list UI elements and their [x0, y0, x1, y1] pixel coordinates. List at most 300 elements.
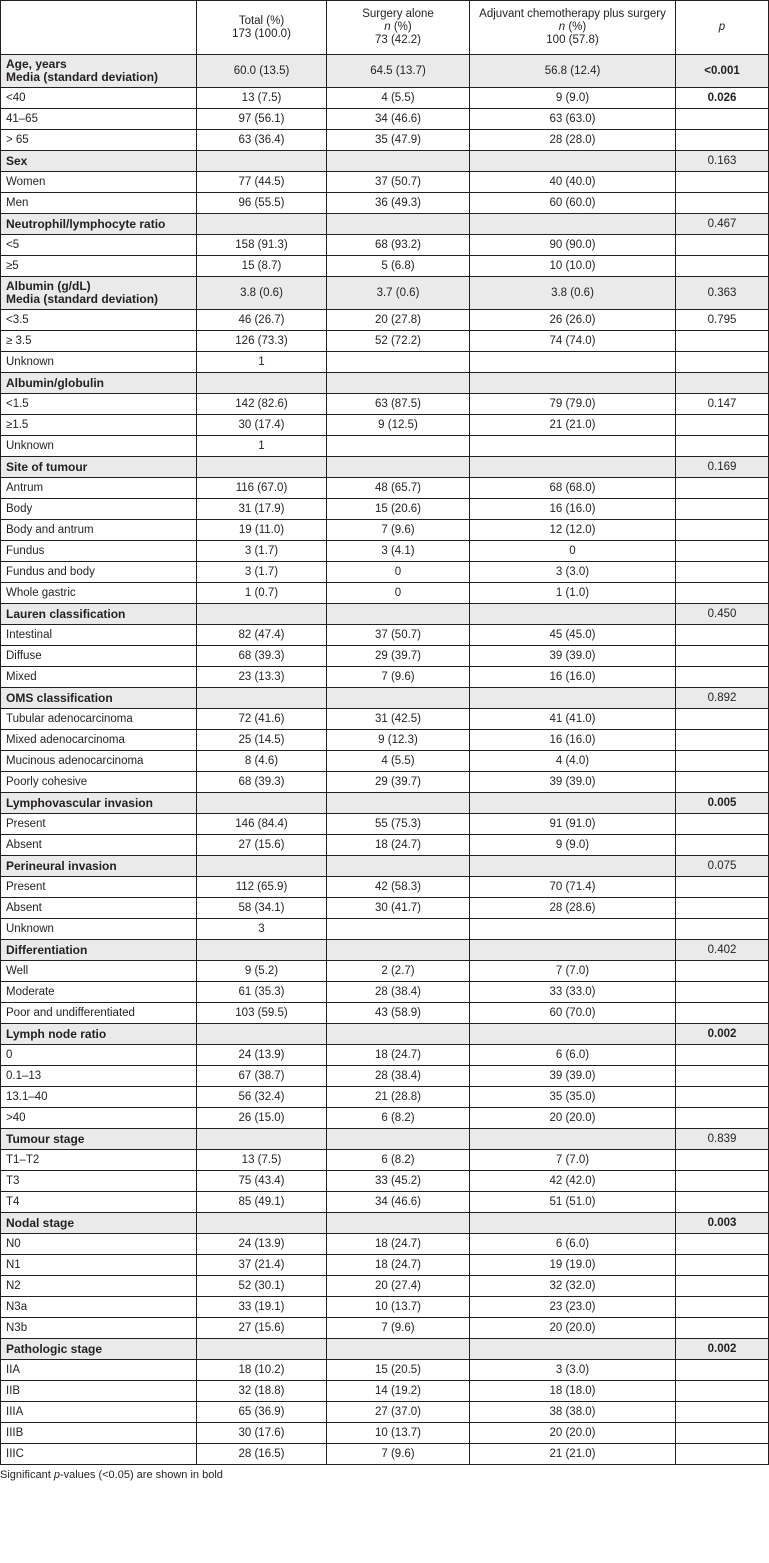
- cell-adjuvant: 70 (71.4): [470, 877, 676, 898]
- cell-adjuvant: 4 (4.0): [470, 751, 676, 772]
- cell-adjuvant: 16 (16.0): [470, 730, 676, 751]
- cell-surgery: [327, 940, 470, 961]
- cell-total: 85 (49.1): [197, 1192, 327, 1213]
- cell-adjuvant: 63 (63.0): [470, 109, 676, 130]
- table-row: [1, 436, 769, 457]
- cell-p-value: [676, 1297, 769, 1318]
- cell-surgery: 29 (39.7): [327, 646, 470, 667]
- cell-p-value: [676, 898, 769, 919]
- cell-p-value: [676, 130, 769, 151]
- cell-adjuvant: 33 (33.0): [470, 982, 676, 1003]
- cell-p-value: [676, 751, 769, 772]
- section-row: [1, 940, 769, 961]
- cell-adjuvant: 1 (1.0): [470, 583, 676, 604]
- cell-total: 33 (19.1): [197, 1297, 327, 1318]
- cell-surgery: 29 (39.7): [327, 772, 470, 793]
- cell-p-value: [676, 520, 769, 541]
- cell-p-value: [676, 1003, 769, 1024]
- section-row: [1, 688, 769, 709]
- section-row: [1, 373, 769, 394]
- section-title: Albumin/globulin: [6, 375, 104, 390]
- cell-adjuvant: 19 (19.0): [470, 1255, 676, 1276]
- cell-adjuvant: 79 (79.0): [470, 394, 676, 415]
- table-row: [1, 193, 769, 214]
- row-label: <3.5: [1, 310, 197, 331]
- cell-adjuvant: [470, 1024, 676, 1045]
- cell-surgery: 3 (4.1): [327, 541, 470, 562]
- cell-surgery: 0: [327, 583, 470, 604]
- cell-surgery: [327, 1129, 470, 1150]
- cell-adjuvant: 35 (35.0): [470, 1087, 676, 1108]
- section-title: Sex: [6, 153, 28, 168]
- table-row: [1, 583, 769, 604]
- table-row: [1, 898, 769, 919]
- table-row: [1, 88, 769, 109]
- cell-adjuvant: 20 (20.0): [470, 1318, 676, 1339]
- cell-total: 46 (26.7): [197, 310, 327, 331]
- section-title: Albumin (g/dL): [6, 279, 91, 293]
- cell-adjuvant: [470, 793, 676, 814]
- section-row: [1, 1024, 769, 1045]
- section-subtitle: Media (standard deviation): [6, 70, 159, 84]
- table-footnote: Significant p-values (<0.05) are shown in bold: [0, 1469, 223, 1481]
- cell-surgery: 7 (9.6): [327, 1444, 470, 1465]
- table-row: [1, 478, 769, 499]
- section-row: [1, 1129, 769, 1150]
- cell-surgery: 5 (6.8): [327, 256, 470, 277]
- cell-surgery: [327, 373, 470, 394]
- cell-total: 13 (7.5): [197, 88, 327, 109]
- cell-p-value: [676, 1360, 769, 1381]
- table-row: [1, 751, 769, 772]
- row-label: Women: [1, 172, 197, 193]
- cell-total: 72 (41.6): [197, 709, 327, 730]
- cell-p-value: 0.026: [676, 88, 769, 109]
- section-row: [1, 856, 769, 877]
- cell-adjuvant: [470, 604, 676, 625]
- cell-total: 15 (8.7): [197, 256, 327, 277]
- section-label: [1, 457, 197, 478]
- table-row: [1, 709, 769, 730]
- cell-adjuvant: 51 (51.0): [470, 1192, 676, 1213]
- cell-p-value: 0.450: [676, 604, 769, 625]
- cell-total: 18 (10.2): [197, 1360, 327, 1381]
- row-label: 0: [1, 1045, 197, 1066]
- cell-surgery: 10 (13.7): [327, 1423, 470, 1444]
- cell-adjuvant: 7 (7.0): [470, 961, 676, 982]
- cell-total: 68 (39.3): [197, 772, 327, 793]
- cell-p-value: 0.467: [676, 214, 769, 235]
- cell-total: [197, 1129, 327, 1150]
- cell-adjuvant: 28 (28.0): [470, 130, 676, 151]
- cell-total: 61 (35.3): [197, 982, 327, 1003]
- cell-adjuvant: 28 (28.6): [470, 898, 676, 919]
- cell-adjuvant: 3 (3.0): [470, 1360, 676, 1381]
- cell-p-value: [676, 256, 769, 277]
- row-label: N3a: [1, 1297, 197, 1318]
- cell-p-value: [676, 835, 769, 856]
- cell-p-value: [676, 1171, 769, 1192]
- cell-p-value: [676, 982, 769, 1003]
- section-title: Age, years: [6, 57, 67, 71]
- cell-total: [197, 793, 327, 814]
- row-label: Present: [1, 814, 197, 835]
- cell-adjuvant: 39 (39.0): [470, 772, 676, 793]
- section-row: [1, 1213, 769, 1234]
- row-label: Well: [1, 961, 197, 982]
- cell-total: 27 (15.6): [197, 1318, 327, 1339]
- row-label: Tubular adenocarcinoma: [1, 709, 197, 730]
- cell-surgery: 7 (9.6): [327, 667, 470, 688]
- cell-adjuvant: [470, 856, 676, 877]
- table-row: [1, 415, 769, 436]
- row-label: IIIA: [1, 1402, 197, 1423]
- cell-p-value: 0.005: [676, 793, 769, 814]
- row-label: Moderate: [1, 982, 197, 1003]
- cell-p-value: [676, 478, 769, 499]
- cell-total: [197, 214, 327, 235]
- table-row: [1, 520, 769, 541]
- cell-adjuvant: 56.8 (12.4): [470, 55, 676, 88]
- cell-total: 26 (15.0): [197, 1108, 327, 1129]
- table-row: [1, 394, 769, 415]
- row-label: Poorly cohesive: [1, 772, 197, 793]
- cell-surgery: 21 (28.8): [327, 1087, 470, 1108]
- cell-total: 65 (36.9): [197, 1402, 327, 1423]
- table-row: [1, 1255, 769, 1276]
- cell-surgery: [327, 919, 470, 940]
- cell-total: [197, 151, 327, 172]
- cell-total: 28 (16.5): [197, 1444, 327, 1465]
- section-label: [1, 688, 197, 709]
- cell-p-value: [676, 499, 769, 520]
- cell-surgery: 35 (47.9): [327, 130, 470, 151]
- cell-p-value: 0.002: [676, 1024, 769, 1045]
- table-row: [1, 625, 769, 646]
- section-label: [1, 1024, 197, 1045]
- cell-adjuvant: 74 (74.0): [470, 331, 676, 352]
- cell-adjuvant: [470, 352, 676, 373]
- cell-surgery: 68 (93.2): [327, 235, 470, 256]
- cell-p-value: [676, 373, 769, 394]
- cell-p-value: [676, 1318, 769, 1339]
- cell-adjuvant: 21 (21.0): [470, 1444, 676, 1465]
- cell-adjuvant: 9 (9.0): [470, 88, 676, 109]
- table-row: [1, 310, 769, 331]
- row-label: Mixed adenocarcinoma: [1, 730, 197, 751]
- cell-total: 25 (14.5): [197, 730, 327, 751]
- row-label: 0.1–13: [1, 1066, 197, 1087]
- section-title: Lymphovascular invasion: [6, 795, 153, 810]
- cell-adjuvant: 26 (26.0): [470, 310, 676, 331]
- section-label: [1, 1129, 197, 1150]
- table-row: [1, 1444, 769, 1465]
- table-row: [1, 877, 769, 898]
- section-title: Perineural invasion: [6, 858, 117, 873]
- row-label: Unknown: [1, 919, 197, 940]
- table-row: [1, 919, 769, 940]
- table-row: [1, 646, 769, 667]
- table-row: [1, 1150, 769, 1171]
- table-row: [1, 499, 769, 520]
- section-label: [1, 1213, 197, 1234]
- cell-adjuvant: 68 (68.0): [470, 478, 676, 499]
- cell-surgery: 52 (72.2): [327, 331, 470, 352]
- section-row: [1, 55, 769, 88]
- cell-p-value: 0.163: [676, 151, 769, 172]
- cell-total: 24 (13.9): [197, 1045, 327, 1066]
- header-adjuvant: Adjuvant chemotherapy plus surgery n (%) 100 (57.8): [470, 1, 676, 55]
- cell-total: 112 (65.9): [197, 877, 327, 898]
- cell-total: 24 (13.9): [197, 1234, 327, 1255]
- cell-p-value: [676, 1045, 769, 1066]
- table-row: [1, 1423, 769, 1444]
- row-label: ≥1.5: [1, 415, 197, 436]
- cell-surgery: [327, 457, 470, 478]
- cell-surgery: [327, 1339, 470, 1360]
- cell-total: [197, 940, 327, 961]
- header-surgery-alone: Surgery alone n (%) 73 (42.2): [327, 1, 470, 55]
- cell-surgery: 20 (27.8): [327, 310, 470, 331]
- cell-surgery: 63 (87.5): [327, 394, 470, 415]
- cell-p-value: [676, 1276, 769, 1297]
- table-row: [1, 961, 769, 982]
- cell-adjuvant: 39 (39.0): [470, 1066, 676, 1087]
- cell-p-value: [676, 646, 769, 667]
- cell-surgery: 55 (75.3): [327, 814, 470, 835]
- cell-p-value: [676, 814, 769, 835]
- cell-surgery: 64.5 (13.7): [327, 55, 470, 88]
- cell-total: 3 (1.7): [197, 562, 327, 583]
- section-row: [1, 604, 769, 625]
- cell-p-value: 0.169: [676, 457, 769, 478]
- cell-p-value: [676, 1087, 769, 1108]
- cell-surgery: [327, 151, 470, 172]
- section-label: [1, 214, 197, 235]
- cell-surgery: 28 (38.4): [327, 982, 470, 1003]
- section-row: [1, 1339, 769, 1360]
- cell-adjuvant: 12 (12.0): [470, 520, 676, 541]
- row-label: 41–65: [1, 109, 197, 130]
- table-row: [1, 1192, 769, 1213]
- cell-total: 30 (17.4): [197, 415, 327, 436]
- section-label: [1, 373, 197, 394]
- cell-total: 1 (0.7): [197, 583, 327, 604]
- cell-adjuvant: 38 (38.0): [470, 1402, 676, 1423]
- cell-p-value: 0.795: [676, 310, 769, 331]
- cell-total: 158 (91.3): [197, 235, 327, 256]
- row-label: IIB: [1, 1381, 197, 1402]
- cell-total: 1: [197, 352, 327, 373]
- cell-p-value: [676, 1444, 769, 1465]
- cell-surgery: 18 (24.7): [327, 1045, 470, 1066]
- cell-total: 68 (39.3): [197, 646, 327, 667]
- cell-total: 75 (43.4): [197, 1171, 327, 1192]
- cell-surgery: 4 (5.5): [327, 88, 470, 109]
- section-title: Lymph node ratio: [6, 1026, 107, 1041]
- cell-adjuvant: 60 (60.0): [470, 193, 676, 214]
- cell-p-value: 0.147: [676, 394, 769, 415]
- table-row: [1, 1087, 769, 1108]
- cell-adjuvant: 6 (6.0): [470, 1045, 676, 1066]
- cell-p-value: [676, 772, 769, 793]
- cell-p-value: <0.001: [676, 55, 769, 88]
- cell-adjuvant: 16 (16.0): [470, 499, 676, 520]
- cell-adjuvant: [470, 919, 676, 940]
- table-row: [1, 235, 769, 256]
- row-label: <5: [1, 235, 197, 256]
- cell-total: 37 (21.4): [197, 1255, 327, 1276]
- table-row: [1, 730, 769, 751]
- cell-adjuvant: 0: [470, 541, 676, 562]
- cell-p-value: [676, 709, 769, 730]
- row-label: Poor and undifferentiated: [1, 1003, 197, 1024]
- table-row: [1, 172, 769, 193]
- cell-total: [197, 688, 327, 709]
- cell-surgery: 3.7 (0.6): [327, 277, 470, 310]
- cell-total: 126 (73.3): [197, 331, 327, 352]
- cell-adjuvant: 40 (40.0): [470, 172, 676, 193]
- cell-surgery: [327, 436, 470, 457]
- row-label: Unknown: [1, 436, 197, 457]
- cell-adjuvant: 39 (39.0): [470, 646, 676, 667]
- cell-total: 63 (36.4): [197, 130, 327, 151]
- cell-surgery: 9 (12.3): [327, 730, 470, 751]
- cell-surgery: 43 (58.9): [327, 1003, 470, 1024]
- table-row: [1, 352, 769, 373]
- cell-p-value: 0.892: [676, 688, 769, 709]
- section-title: Site of tumour: [6, 459, 88, 474]
- section-row: [1, 151, 769, 172]
- cell-surgery: 15 (20.5): [327, 1360, 470, 1381]
- cell-p-value: [676, 1234, 769, 1255]
- row-label: T3: [1, 1171, 197, 1192]
- cell-total: 1: [197, 436, 327, 457]
- cell-p-value: 0.402: [676, 940, 769, 961]
- cell-surgery: [327, 352, 470, 373]
- cell-adjuvant: 23 (23.0): [470, 1297, 676, 1318]
- cell-surgery: 33 (45.2): [327, 1171, 470, 1192]
- table-row: [1, 982, 769, 1003]
- cell-adjuvant: 20 (20.0): [470, 1423, 676, 1444]
- cell-total: 13 (7.5): [197, 1150, 327, 1171]
- cell-surgery: 15 (20.6): [327, 499, 470, 520]
- cell-surgery: 4 (5.5): [327, 751, 470, 772]
- cell-adjuvant: [470, 940, 676, 961]
- cell-adjuvant: 10 (10.0): [470, 256, 676, 277]
- cell-adjuvant: 9 (9.0): [470, 835, 676, 856]
- row-label: Body and antrum: [1, 520, 197, 541]
- cell-p-value: [676, 541, 769, 562]
- cell-total: [197, 604, 327, 625]
- row-label: Absent: [1, 898, 197, 919]
- cell-surgery: 34 (46.6): [327, 109, 470, 130]
- cell-surgery: [327, 214, 470, 235]
- section-row: [1, 793, 769, 814]
- table-row: [1, 1108, 769, 1129]
- row-label: ≥5: [1, 256, 197, 277]
- cell-total: [197, 1024, 327, 1045]
- row-label: IIIC: [1, 1444, 197, 1465]
- cell-adjuvant: 20 (20.0): [470, 1108, 676, 1129]
- cell-p-value: [676, 352, 769, 373]
- cell-total: 3: [197, 919, 327, 940]
- table-row: [1, 772, 769, 793]
- cell-p-value: [676, 1423, 769, 1444]
- cell-p-value: [676, 235, 769, 256]
- row-label: Mucinous adenocarcinoma: [1, 751, 197, 772]
- cell-total: 27 (15.6): [197, 835, 327, 856]
- cell-total: 103 (59.5): [197, 1003, 327, 1024]
- table-row: [1, 1297, 769, 1318]
- cell-p-value: [676, 172, 769, 193]
- cell-adjuvant: [470, 214, 676, 235]
- row-label: <40: [1, 88, 197, 109]
- header-p: p: [676, 1, 769, 55]
- table-row: [1, 1171, 769, 1192]
- cell-total: 32 (18.8): [197, 1381, 327, 1402]
- cell-total: [197, 373, 327, 394]
- cell-surgery: [327, 604, 470, 625]
- table-row: [1, 814, 769, 835]
- cell-p-value: [676, 1150, 769, 1171]
- section-label: [1, 277, 197, 310]
- cell-p-value: 0.363: [676, 277, 769, 310]
- cell-surgery: 42 (58.3): [327, 877, 470, 898]
- table-row: [1, 256, 769, 277]
- row-label: T4: [1, 1192, 197, 1213]
- table-row: [1, 1234, 769, 1255]
- cell-surgery: 7 (9.6): [327, 1318, 470, 1339]
- table-header: [1, 1, 769, 55]
- table-row: [1, 1318, 769, 1339]
- cell-surgery: 31 (42.5): [327, 709, 470, 730]
- cell-adjuvant: 60 (70.0): [470, 1003, 676, 1024]
- cell-adjuvant: 21 (21.0): [470, 415, 676, 436]
- cell-total: [197, 1339, 327, 1360]
- cell-surgery: 27 (37.0): [327, 1402, 470, 1423]
- cell-p-value: [676, 961, 769, 982]
- cell-p-value: [676, 415, 769, 436]
- cell-p-value: [676, 877, 769, 898]
- cell-p-value: 0.075: [676, 856, 769, 877]
- cell-total: 23 (13.3): [197, 667, 327, 688]
- cell-adjuvant: [470, 1339, 676, 1360]
- cell-total: 96 (55.5): [197, 193, 327, 214]
- cell-total: 58 (34.1): [197, 898, 327, 919]
- section-row: [1, 457, 769, 478]
- cell-total: 31 (17.9): [197, 499, 327, 520]
- row-label: Absent: [1, 835, 197, 856]
- row-label: IIA: [1, 1360, 197, 1381]
- table-row: [1, 562, 769, 583]
- cell-p-value: [676, 625, 769, 646]
- cell-p-value: 0.839: [676, 1129, 769, 1150]
- cell-surgery: 6 (8.2): [327, 1150, 470, 1171]
- cell-total: [197, 457, 327, 478]
- cell-p-value: [676, 193, 769, 214]
- cell-adjuvant: [470, 688, 676, 709]
- cell-adjuvant: 6 (6.0): [470, 1234, 676, 1255]
- cell-p-value: [676, 1402, 769, 1423]
- header-blank: [1, 1, 197, 55]
- table-row: [1, 1003, 769, 1024]
- cell-adjuvant: 16 (16.0): [470, 667, 676, 688]
- table-row: [1, 1066, 769, 1087]
- cell-surgery: 30 (41.7): [327, 898, 470, 919]
- cell-total: 9 (5.2): [197, 961, 327, 982]
- section-title: Nodal stage: [6, 1215, 75, 1230]
